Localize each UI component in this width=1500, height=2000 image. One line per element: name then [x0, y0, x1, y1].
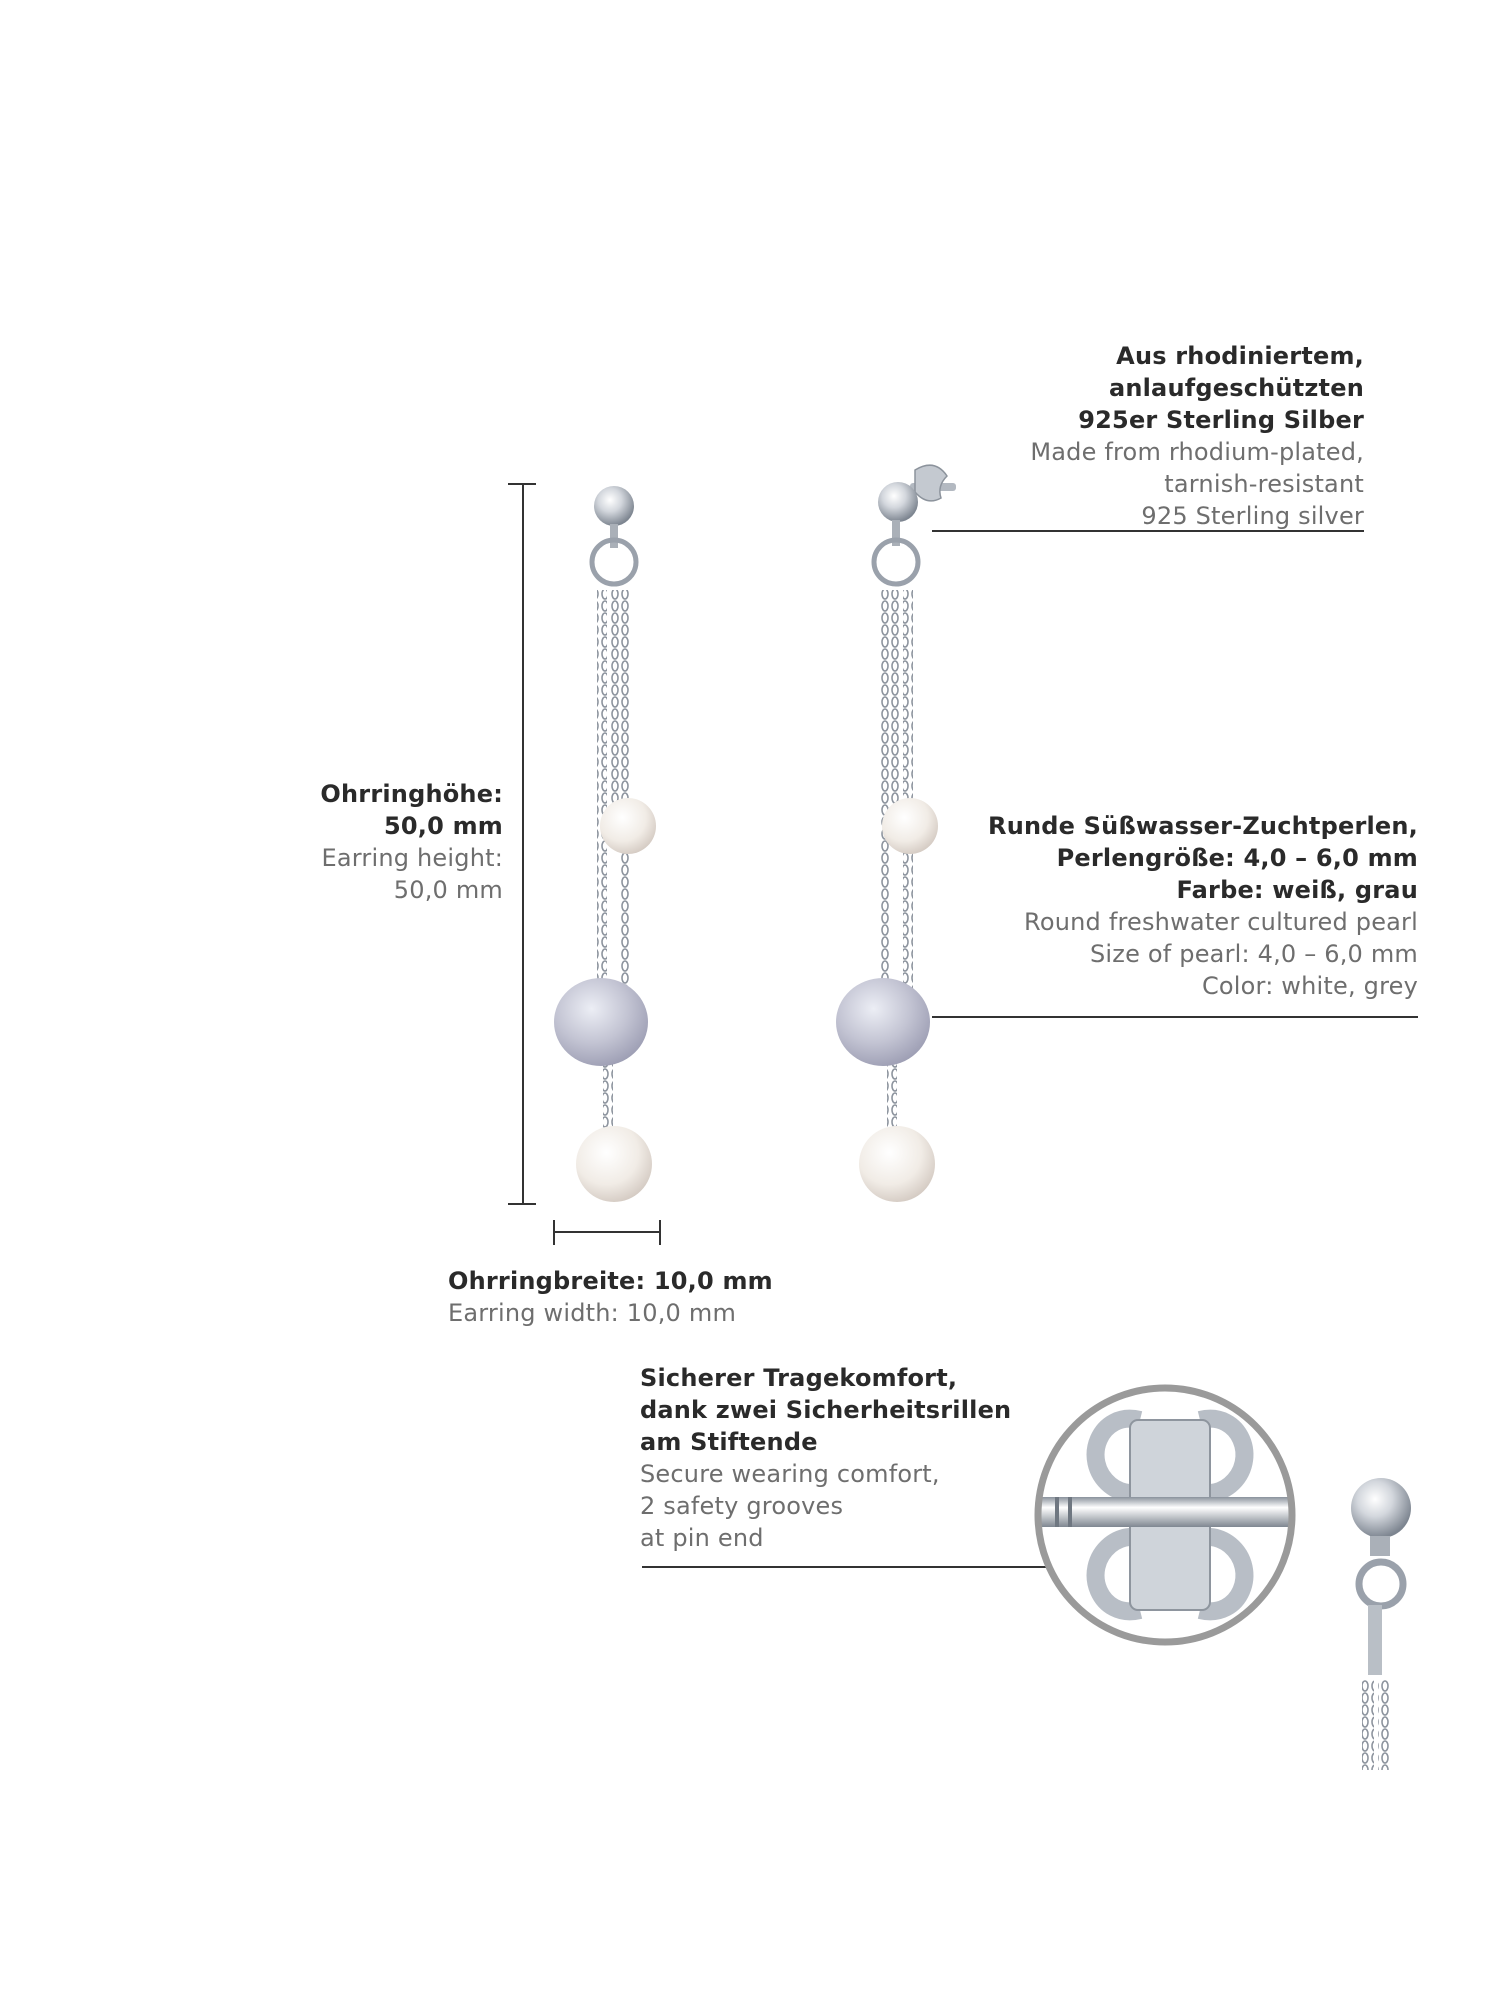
material-en-line-2: tarnish-resistant: [1164, 470, 1364, 498]
comfort-de-line-3: am Stiftende: [640, 1428, 818, 1456]
comfort-de-line-2: dank zwei Sicherheitsrillen: [640, 1396, 1012, 1424]
comfort-en-line-1: Secure wearing comfort,: [640, 1460, 940, 1488]
left-earring: [554, 486, 656, 1202]
comfort-en-line-3: at pin end: [640, 1524, 764, 1552]
width-description: [448, 1265, 773, 1329]
material-description: [1030, 340, 1364, 532]
height-description: [320, 778, 503, 906]
width-de-line-1: Ohrringbreite: 10,0 mm: [448, 1267, 773, 1295]
clasp-detail-zoom: [1030, 1388, 1411, 1770]
width-dimension-line: [554, 1220, 660, 1245]
pearl-en-line-3: Color: white, grey: [1201, 972, 1418, 1000]
comfort-description: [640, 1362, 1011, 1554]
pearl-de-line-3: Farbe: weiß, grau: [1176, 876, 1418, 904]
pearl-en-line-2: Size of pearl: 4,0 – 6,0 mm: [1090, 940, 1418, 968]
height-de-line-1: Ohrringhöhe:: [320, 780, 503, 808]
pearl-description: [988, 810, 1418, 1002]
material-de-line-3: 925er Sterling Silber: [1078, 406, 1364, 434]
comfort-de-line-1: Sicherer Tragekomfort,: [640, 1364, 958, 1392]
material-en-line-1: Made from rhodium-plated,: [1030, 438, 1364, 466]
height-en-line-2: 50,0 mm: [393, 876, 503, 904]
comfort-en-line-2: 2 safety grooves: [640, 1492, 844, 1520]
right-earring: [836, 465, 956, 1202]
material-de-line-1: Aus rhodiniertem,: [1116, 342, 1364, 370]
pearl-de-line-2: Perlengröße: 4,0 – 6,0 mm: [1056, 844, 1418, 872]
height-de-line-2: 50,0 mm: [384, 812, 503, 840]
material-de-line-2: anlaufgeschützten: [1108, 374, 1364, 402]
width-en-line-1: Earring width: 10,0 mm: [448, 1299, 737, 1327]
pearl-en-line-1: Round freshwater cultured pearl: [1024, 908, 1418, 936]
material-en-line-3: 925 Sterling silver: [1141, 502, 1364, 530]
height-dimension-line: [508, 484, 536, 1204]
height-en-line-1: Earring height:: [321, 844, 503, 872]
pearl-de-line-1: Runde Süßwasser-Zuchtperlen,: [988, 812, 1418, 840]
